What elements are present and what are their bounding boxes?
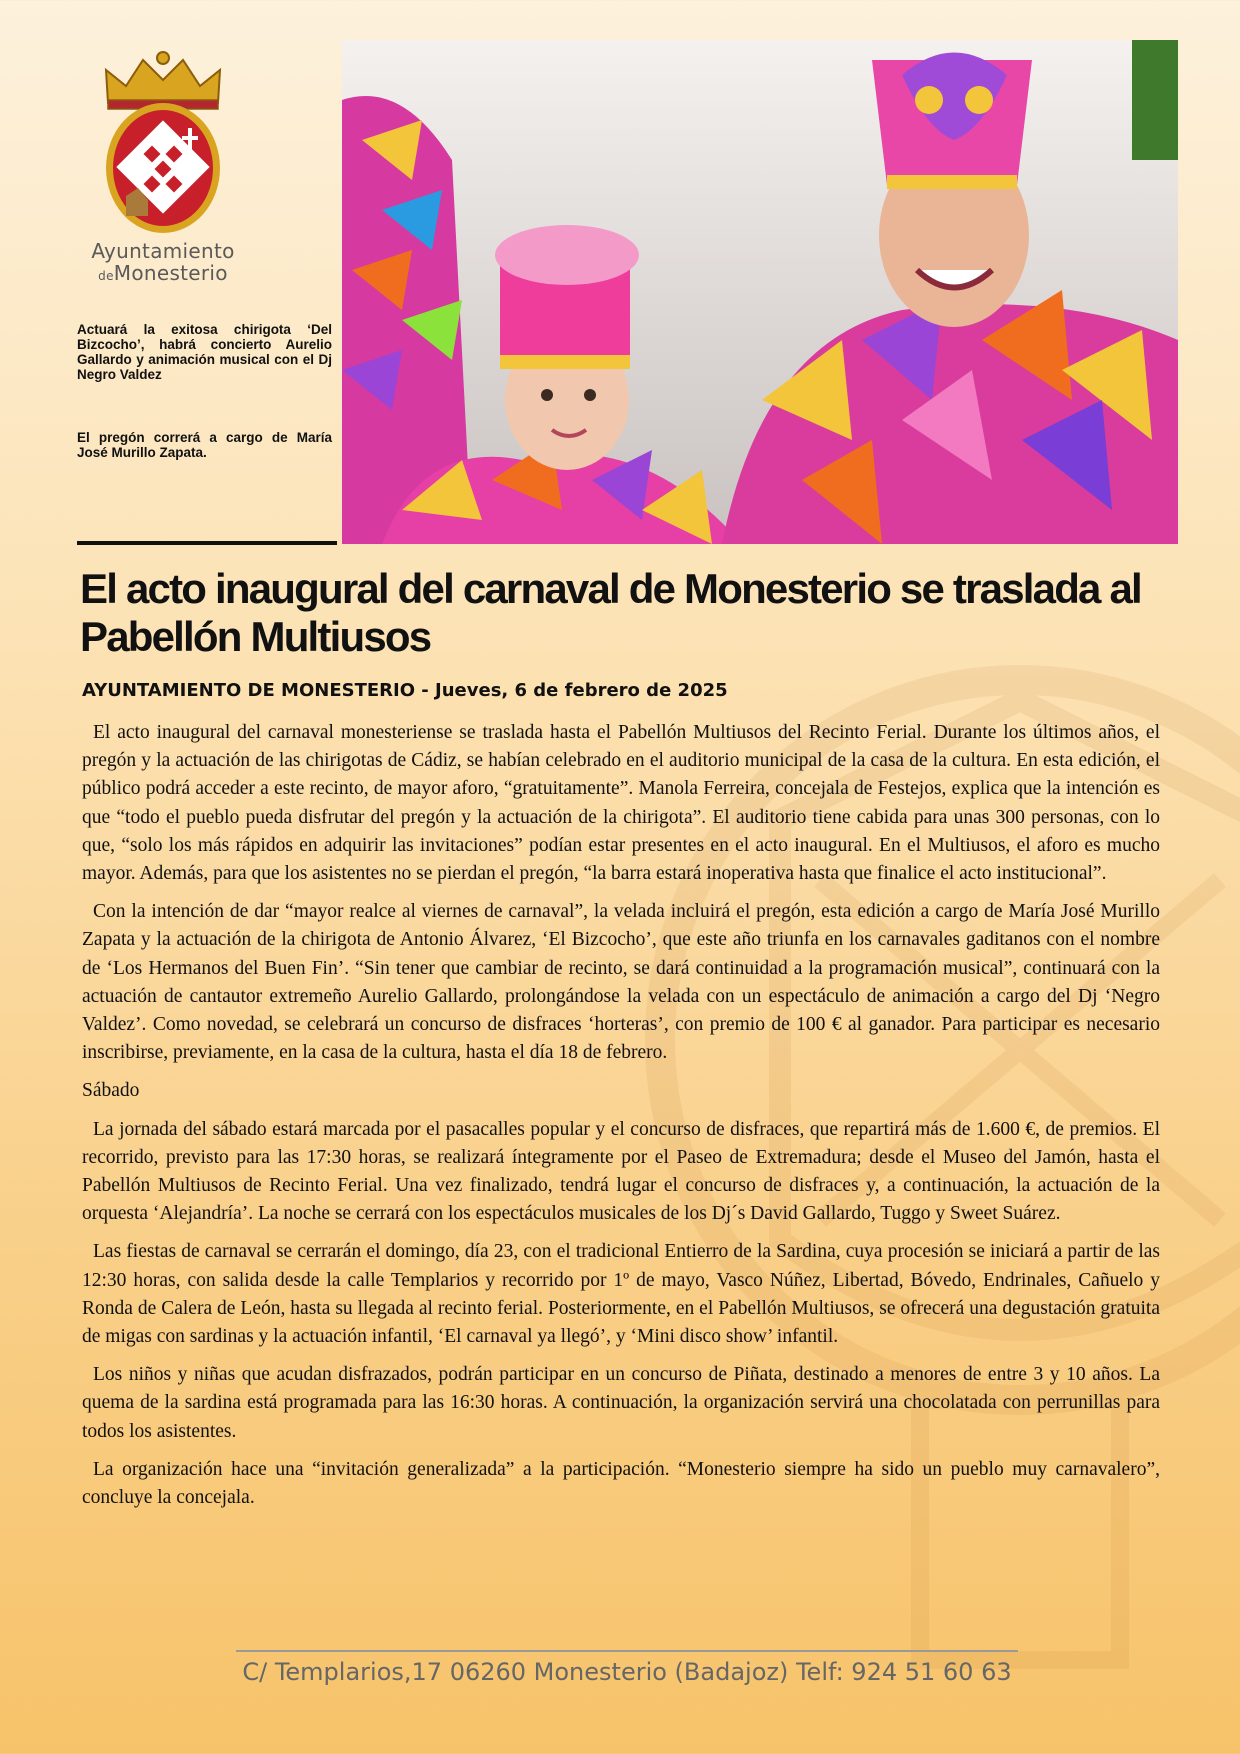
divider-rule: [77, 541, 337, 545]
article-byline: AYUNTAMIENTO DE MONESTERIO - Jueves, 6 de febrero de 2025: [82, 680, 728, 701]
footer-address: C/ Templarios,17 06260 Monesterio (Badajoz) Telf: 924 51 60 63: [242, 1658, 1012, 1686]
logo-line-1: Ayuntamiento: [91, 239, 235, 263]
logo-line-2: deMonesterio: [98, 261, 228, 285]
body-paragraph: La organización hace una “invitación generalizada” a la participación. “Monesterio siempre ha sido un pueblo muy carnavalero”, concluye la concejala.: [82, 1458, 1160, 1509]
carnival-photo: [342, 40, 1178, 544]
body-paragraph: Las fiestas de carnaval se cerrarán el domingo, día 23, con el tradicional Entierro de la Sardina, cuya procesión se iniciará a partir de las 12:30 horas, con salida desde la calle Templarios y recorrido por 1º de mayo, Vasco Núñez, Libertad, Bóvedo, Endrinales, Cañuelo y Ronda de Calera de León, hasta su llegada al recinto ferial. Posteriormente, en el Pabellón Multiusos, se ofrecerá una degustación gratuita de migas con sardinas y la actuación infantil, ‘El carnaval ya llegó’, y ‘Mini disco show’ infantil.: [82, 1241, 1160, 1348]
body-paragraph: Con la intención de dar “mayor realce al viernes de carnaval”, la velada incluirá el pregón, esta edición a cargo de María José Murillo Zapata y la actuación de la chirigota de Antonio Álvarez, ‘El Bizcocho’, que este año triunfa en los carnavales gaditanos con el nombre de ‘Los Hermanos del Buen Fin’. “Sin tener que cambiar de recinto, se dará continuidad a la programación musical”, continuará con la actuación de cantautor extremeño Aurelio Gallardo, prolongándose la velada con un espectáculo de animación a cargo del Dj ‘Negro Valdez’. Como novedad, se celebrará un concurso de disfraces ‘horteras’, con premio de 100 € al ganador. Para participar es necesario inscribirse, previamente, en la casa de la cultura, hasta el día 18 de febrero.: [82, 901, 1160, 1064]
body-paragraph: El acto inaugural del carnaval monesteriense se traslada hasta el Pabellón Multiusos del Recinto Ferial. Durante los últimos años, el pregón y la actuación de las chirigotas de Cádiz, se habían celebrado en el auditorio municipal de la casa de la cultura. En esta edición, el público podrá acceder a este recinto, de mayor aforo, “gratuitamente”. Manola Ferreira, concejala de Festejos, explica que la intención es que “todo el pueblo pueda disfrutar del pregón y la actuación de la chirigota”. El auditorio tiene cabida para unas 300 personas, con lo que, “solo los más rápidos en adquirir las invitaciones” podían estar presentes en el acto inaugural. En el Multiusos, el aforo es mucho mayor. Además, para que los asistentes no se pierdan el pregón, “la barra estará inoperativa hasta que finalice el acto institucional”.: [82, 722, 1160, 885]
body-paragraph: La jornada del sábado estará marcada por el pasacalles popular y el concurso de disfraces, que repartirá más de 1.600 €, de premios. El recorrido, previsto para las 17:30 horas, se realizará íntegramente por el Paseo de Extremadura; desde el Museo del Jamón, hasta el Pabellón Multiusos de Recinto Ferial. Una vez finalizado, tendrá lugar el concurso de disfraces y, a continuación, la actuación de la orquesta ‘Alejandría’. La noche se cerrará con los espectáculos musicales de los Dj´s David Gallardo, Tuggo y Sweet Suárez.: [82, 1118, 1160, 1225]
footer-divider: [236, 1650, 1018, 1652]
article-headline: El acto inaugural del carnaval de Monesterio se traslada al Pabellón Multiusos: [80, 565, 1141, 660]
article-body: [82, 719, 1160, 1522]
section-subheading: Sábado: [82, 1080, 140, 1102]
body-paragraph: Los niños y niñas que acudan disfrazados, podrán participar en un concurso de Piñata, destinado a menores de entre 3 y 10 años. La quema de la sardina está programada para las 16:30 horas. A continuación, la organización servirá una chocolatada con perrunillas para todos los asistentes.: [82, 1364, 1160, 1442]
side-notes: [77, 322, 332, 508]
logo-wordmark: [88, 240, 238, 287]
side-note-1: Actuará la exitosa chirigota ‘Del Bizcocho’, habrá concierto Aurelio Gallardo y animación musical con el Dj Negro Valdez: [77, 322, 332, 382]
side-note-2: El pregón correrá a cargo de María José Murillo Zapata.: [77, 430, 332, 460]
